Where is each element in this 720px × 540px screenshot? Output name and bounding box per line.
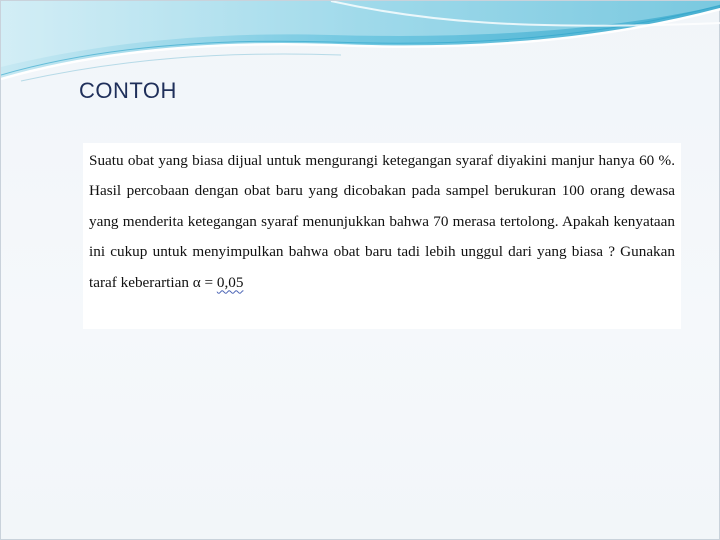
slide-title: CONTOH [79,78,177,103]
problem-statement [89,146,675,298]
problem-body: Suatu obat yang biasa dijual untuk mengurangi ketegangan syaraf diyakini manjur hanya 60 %. Hasil percobaan dengan obat baru yang dicobakan pada sampel berukuran 100 orang dewasa yang menderita ketegangan syaraf menunjukkan bahwa 70 merasa tertolong. Apakah kenyataan ini cukup untuk menyimpulkan bahwa obat baru tadi lebih unggul dari yang biasa ? Gunakan taraf keberartian [89,152,675,291]
problem-text-box [83,143,681,329]
alpha-value: 0,05 [216,273,244,291]
equals-sign: = [200,273,217,291]
alpha-symbol: α [192,273,201,291]
